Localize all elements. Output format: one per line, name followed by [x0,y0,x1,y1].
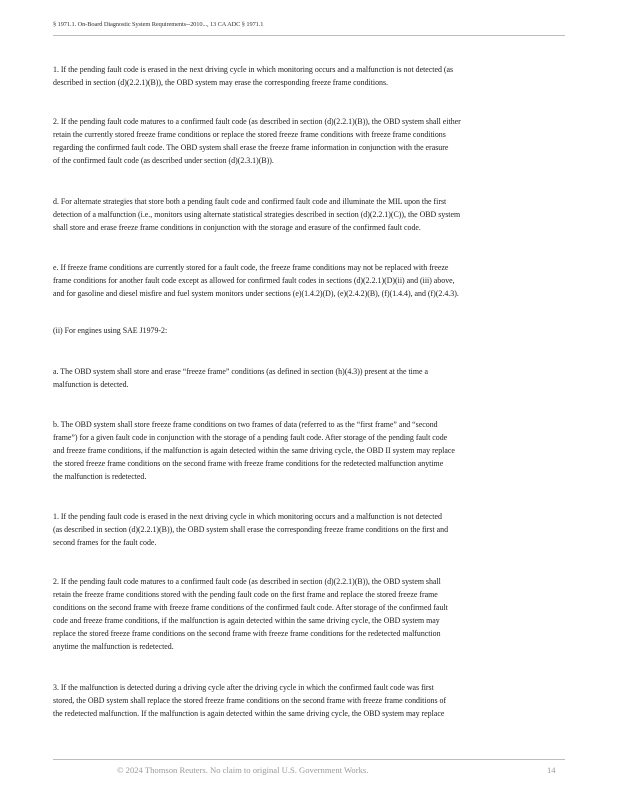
paragraph-d: d. For alternate strategies that store both a pending fault code and confirmed fault code and illuminate the MIL upon the first detection of a malfunction (i.e., monitors using alternate statistical strategies described in section (d)(2.2.1)(C)), the OBD system shall store and erase freeze frame conditions in conjunction with the storage and erasure of the confirmed fault code. [53,197,461,232]
paragraph-1: 1. If the pending fault code is erased in the next driving cycle in which monitoring occurs and a malfunction is not detected (as described in section (d)(2.2.1)(B)), the OBD system may erase the corresponding freeze frame conditions. [53,65,454,87]
paragraph-b: b. The OBD system shall store freeze frame conditions on two frames of data (referred to as the “first frame” and “second frame”) for a given fault code in conjunction with the storage of a pending fault code. After storage of the pending fault code and freeze frame conditions, if the malfunction is again detected within the same driving cycle, the OBD II system may replace the stored freeze frame conditions on the second frame with freeze frame conditions for the redetected malfunction anytime the malfunction is redetected. [53,420,455,481]
running-head: § 1971.1. On-Board Diagnostic System Requirements--2010..., 13 CA ADC § 1971.1 [53,21,264,28]
paragraph-2: 2. If the pending fault code matures to a confirmed fault code (as described in section (d)(2.2.1)(B)), the OBD system shall either retain the currently stored freeze frame conditions or replace the stored freeze frame conditions with freeze frame conditions regarding the confirmed fault code. The OBD system shall erase the freeze frame information in conjunction with the erasure of the confirmed fault code (as described under section (d)(2.3.1)(B)). [53,117,461,165]
paragraph-b-1: 1. If the pending fault code is erased in the next driving cycle in which monitoring occurs and a malfunction is not detected (as described in section (d)(2.2.1)(B)), the OBD system shall erase the corresponding freeze frame conditions on the first and second frames for the fault code. [53,512,449,547]
paragraph-b-2: 2. If the pending fault code matures to a confirmed fault code (as described in section (d)(2.2.1)(B)), the OBD system shall retain the freeze frame conditions stored with the pending fault code on the first frame and replace the stored freeze frame conditions on the second frame with freeze frame conditions of the confirmed fault code. After storage of the confirmed fault code and freeze frame conditions, if the malfunction is again detected within the same driving cycle, the OBD system may replace the stored freeze frame conditions on the second frame with freeze frame conditions for the redetected malfunction anytime the malfunction is redetected. [53,577,448,651]
header-divider [53,35,565,36]
page-number: 14 [547,765,556,775]
copyright-notice: © 2024 Thomson Reuters. No claim to original U.S. Government Works. [117,765,369,775]
footer-divider [53,759,565,760]
paragraph-b-3: 3. If the malfunction is detected during a driving cycle after the driving cycle in which the confirmed fault code was first stored, the OBD system shall replace the stored freeze frame conditions on the second frame with freeze frame conditions of the redetected malfunction. If the malfunction is again detected within the same driving cycle, the OBD system may replace [53,683,447,718]
paragraph-e: e. If freeze frame conditions are currently stored for a fault code, the freeze frame conditions may not be replaced with freeze frame conditions for another fault code except as allowed for confirmed fault codes in sections (d)(2.2.1)(D)(ii) and (iii) above, and for gasoline and diesel misfire and fuel system monitors under sections (e)(1.4.2)(D), (e)(2.4.2)(B), (f)(1.4.4), and (f)(2.4.3). [53,263,459,298]
paragraph-a: a. The OBD system shall store and erase “freeze frame” conditions (as defined in section (h)(4.3)) present at the time a malfunction is detected. [53,367,428,389]
section-heading-j1979-2: (ii) For engines using SAE J1979-2: [53,326,168,335]
